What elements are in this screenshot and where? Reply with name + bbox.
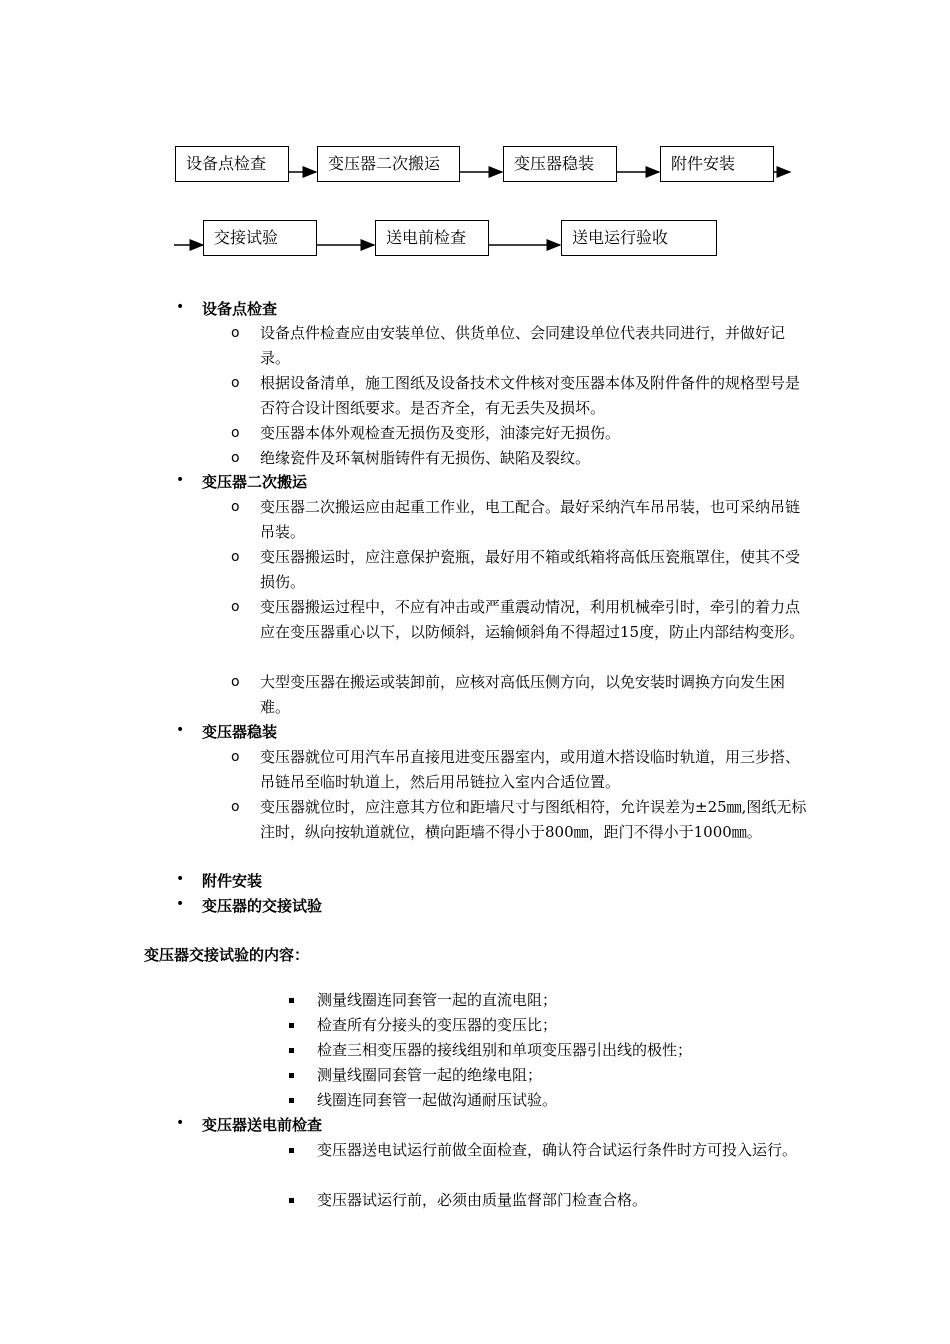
square-bullet-icon: [289, 998, 294, 1003]
bullet-icon: •: [176, 299, 185, 315]
sub-bullet-icon: o: [231, 549, 240, 565]
flow-step-2: 变压器二次搬运: [317, 146, 460, 182]
square-bullet-icon: [289, 1048, 294, 1053]
square-bullet-icon: [289, 1198, 294, 1203]
section-2-item-4: 大型变压器在搬运或装卸前，应核对高低压侧方向，以免安装时调换方向发生困难。: [260, 673, 786, 716]
section-1-item-2: 根据设备清单，施工图纸及设备技术文件核对变压器本体及附件备件的规格型号是否符合设计图纸要求。是否齐全，有无丢失及损坏。: [260, 374, 801, 417]
sub-bullet-icon: o: [231, 450, 240, 466]
square-bullet-icon: [289, 1073, 294, 1078]
section-3-item-2: 变压器就位时，应注意其方位和距墙尺寸与图纸相符，允许误差为±25㎜,图纸无标注时，纵向按轨道就位，横向距墙不得小于800㎜，距门不得小于1000㎜。: [260, 798, 807, 841]
test-item-3: 检查三相变压器的接线组别和单项变压器引出线的极性；: [317, 1041, 693, 1059]
process-flowchart: [0, 0, 950, 270]
flow-step-5: 交接试验: [203, 220, 317, 256]
bullet-icon: •: [176, 1115, 185, 1131]
pre-power-item-2: 变压器试运行前，必须由质量监督部门检查合格。: [317, 1191, 648, 1209]
square-bullet-icon: [289, 1023, 294, 1028]
test-item-4: 测量线圈同套管一起的绝缘电阻；: [317, 1066, 543, 1084]
sub-bullet-icon: o: [231, 325, 240, 341]
test-item-1: 测量线圈连同套管一起的直流电阻；: [317, 991, 558, 1009]
section-3-item-1: 变压器就位可用汽车吊直接甩进变压器室内，或用道木搭设临时轨道，用三步搭、吊链吊至临时轨道上，然后用吊链拉入室内合适位置。: [260, 748, 801, 791]
sub-bullet-icon: o: [231, 375, 240, 391]
section-1-item-4: 绝缘瓷件及环氧树脂铸件有无损伤、缺陷及裂纹。: [260, 449, 591, 467]
bullet-icon: •: [176, 722, 185, 738]
section-heading-4: 附件安装: [202, 872, 263, 890]
flow-step-1: 设备点检查: [175, 146, 289, 182]
section-2-item-1: 变压器二次搬运应由起重工作业，电工配合。最好采纳汽车吊吊装，也可采纳吊链吊装。: [260, 498, 801, 541]
sub-bullet-icon: o: [231, 599, 240, 615]
test-content-title: 变压器交接试验的内容：: [144, 946, 310, 964]
flow-step-3: 变压器稳装: [503, 146, 617, 182]
section-heading-5: 变压器的交接试验: [202, 897, 323, 915]
sub-bullet-icon: o: [231, 749, 240, 765]
test-item-5: 线圈连同套管一起做沟通耐压试验。: [317, 1091, 558, 1109]
section-heading-2: 变压器二次搬运: [202, 473, 308, 491]
square-bullet-icon: [289, 1098, 294, 1103]
section-heading-1: 设备点检查: [202, 300, 278, 318]
sub-bullet-icon: o: [231, 799, 240, 815]
section-2-item-2: 变压器搬运时，应注意保护瓷瓶，最好用不箱或纸箱将高低压瓷瓶罩住，使其不受损伤。: [260, 548, 801, 591]
bullet-icon: •: [176, 472, 185, 488]
square-bullet-icon: [289, 1148, 294, 1153]
sub-bullet-icon: o: [231, 674, 240, 690]
sub-bullet-icon: o: [231, 425, 240, 441]
flow-step-4: 附件安装: [660, 146, 774, 182]
section-heading-3: 变压器稳装: [202, 723, 278, 741]
test-item-2: 检查所有分接头的变压器的变压比；: [317, 1016, 558, 1034]
bullet-icon: •: [176, 896, 185, 912]
section-heading-6: 变压器送电前检查: [202, 1116, 323, 1134]
pre-power-item-1: 变压器送电试运行前做全面检查，确认符合试运行条件时方可投入运行。: [317, 1141, 798, 1159]
section-1-item-1: 设备点件检查应由安装单位、供货单位、会同建设单位代表共同进行，并做好记录。: [260, 324, 786, 367]
flow-step-7: 送电运行验收: [561, 220, 717, 256]
section-1-item-3: 变压器本体外观检查无损伤及变形，油漆完好无损伤。: [260, 424, 621, 442]
flow-step-6: 送电前检查: [375, 220, 489, 256]
sub-bullet-icon: o: [231, 499, 240, 515]
section-2-item-3: 变压器搬运过程中，不应有冲击或严重震动情况，利用机械牵引时，牵引的着力点应在变压器重心以下，以防倾斜，运输倾斜角不得超过15度，防止内部结构变形。: [260, 598, 805, 641]
bullet-icon: •: [176, 871, 185, 887]
